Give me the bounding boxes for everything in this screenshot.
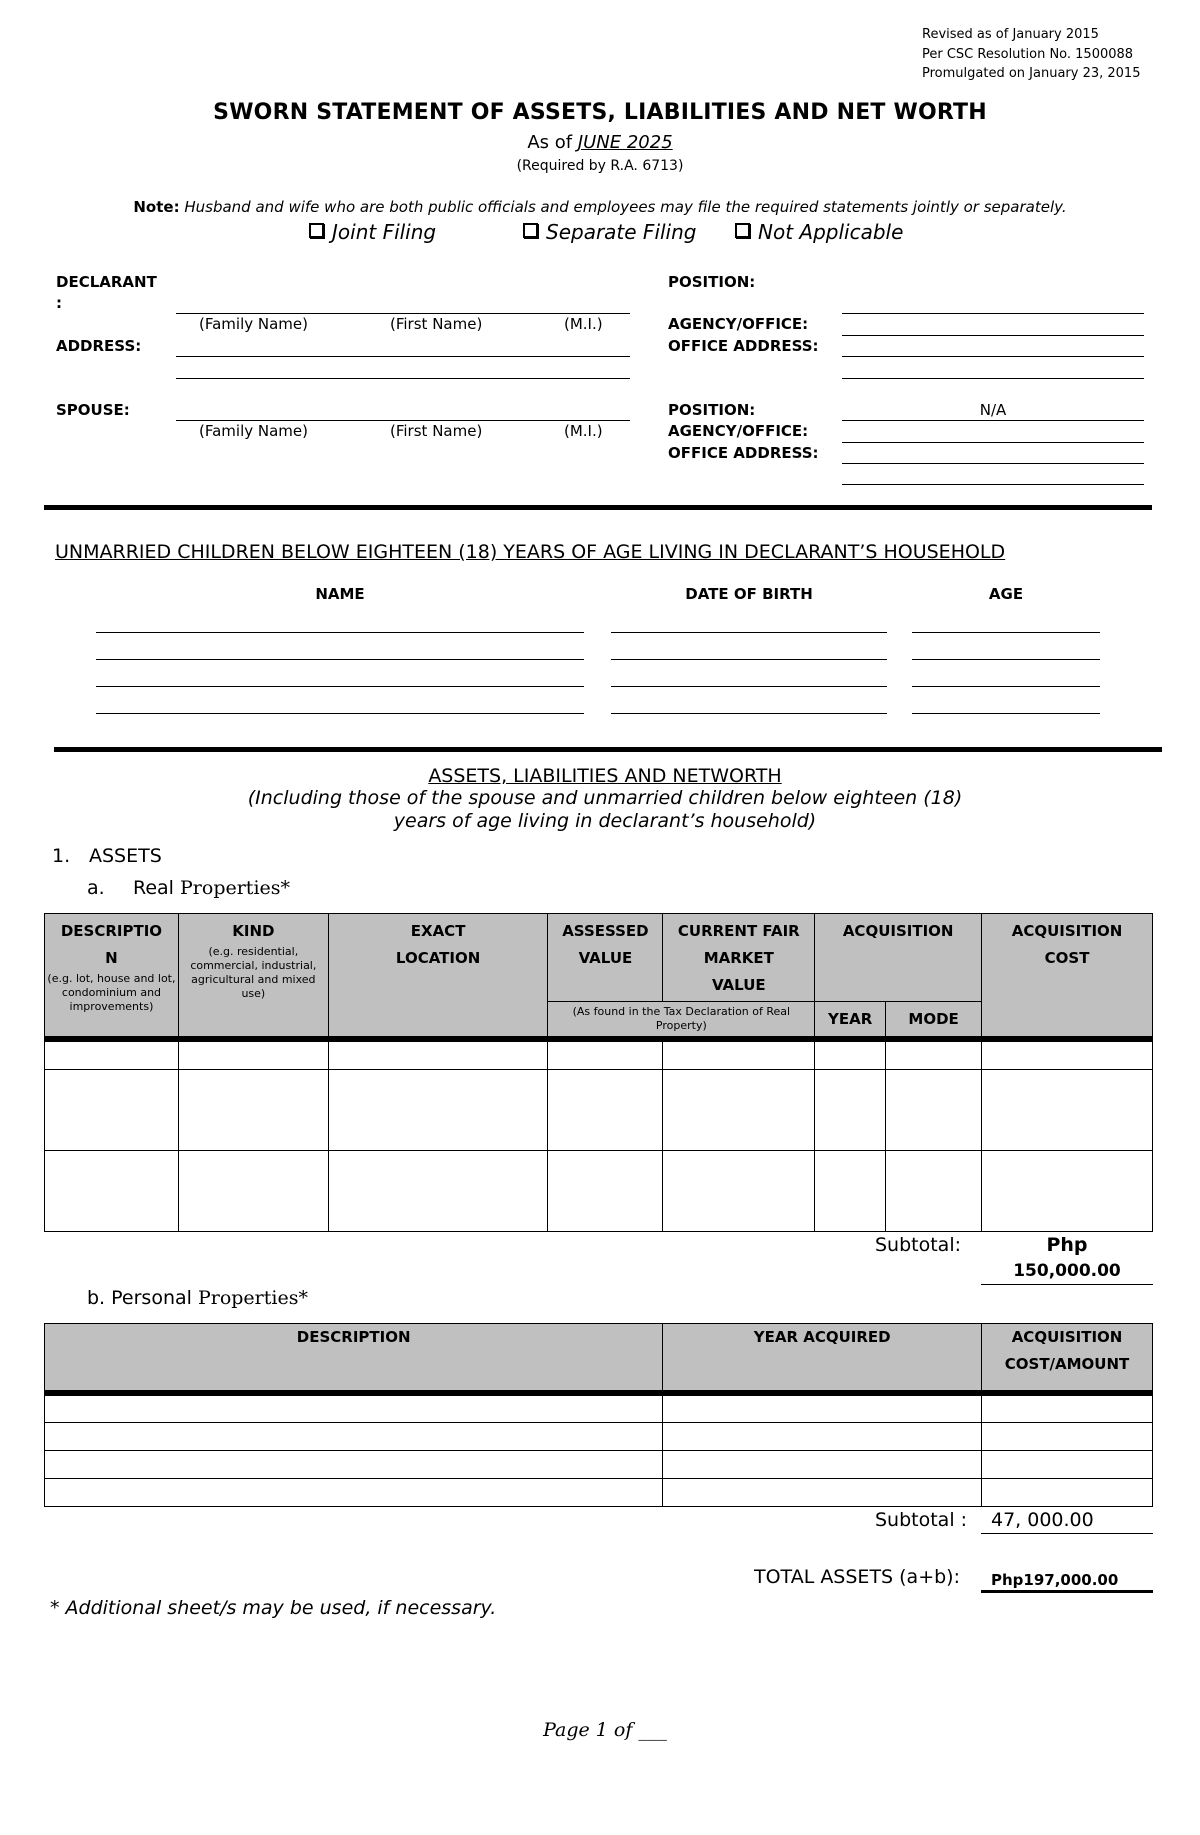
address-label: ADDRESS: [56,337,142,355]
agency-label: AGENCY/OFFICE: [668,315,809,333]
spouse-office-address-label: OFFICE ADDRESS: [668,444,819,462]
real-properties-heading [133,877,290,899]
table-row[interactable] [45,1393,1153,1423]
header-note: (e.g. lot, house and lot, condominium and improvements) [47,972,176,1013]
children-heading: UNMARRIED CHILDREN BELOW EIGHTEEN (18) YEARS OF AGE LIVING IN DECLARANT’S HOUSEHOLD [55,541,1006,563]
table-cell[interactable] [982,1423,1153,1451]
spouse-office-address-line[interactable] [842,484,1144,485]
table-cell[interactable] [548,1070,663,1151]
personal-col-description: DESCRIPTION [45,1324,663,1394]
office-address-line[interactable] [842,378,1144,379]
spouse-position-line[interactable] [842,420,1144,421]
child-dob-line[interactable] [611,686,887,687]
child-age-line[interactable] [912,713,1100,714]
spouse-name-line[interactable] [176,420,630,421]
real-subtotal-underline [981,1284,1153,1285]
table-cell[interactable] [663,1070,815,1151]
alnw-subheading: (Including those of the spouse and unmarried children below eighteen (18) [247,787,963,809]
table-cell[interactable] [815,1070,886,1151]
personal-col-year: YEAR ACQUIRED [663,1324,982,1394]
real-letter: a. [87,877,105,899]
additional-sheets-note: * Additional sheet/s may be used, if necessary. [50,1597,497,1619]
note-label: Note: [133,198,180,216]
header-text: LOCATION [395,949,481,967]
header-text: MARKET [703,949,774,967]
page-number: Page 1 of ___ [543,1719,667,1741]
child-name-line[interactable] [96,713,584,714]
address-line[interactable] [176,356,630,357]
table-cell[interactable] [663,1451,982,1479]
joint-filing-option[interactable] [309,220,436,244]
table-cell[interactable] [982,1039,1153,1070]
table-cell[interactable] [328,1070,548,1151]
spouse-position-label: POSITION: [668,401,756,419]
table-cell[interactable] [982,1479,1153,1507]
total-assets-value: Php197,000.00 [991,1571,1119,1589]
child-name-line[interactable] [96,632,584,633]
table-cell[interactable] [982,1070,1153,1151]
header-text: CURRENT FAIR [677,922,800,940]
as-of-value: JUNE 2025 [577,132,673,153]
children-age-header: AGE [988,585,1024,603]
real-subtotal-label: Subtotal: [875,1234,962,1256]
alnw-subheading: years of age living in declarant’s household) [393,810,817,832]
not-applicable-checkbox[interactable] [735,223,750,238]
joint-filing-label: Joint Filing [332,220,437,244]
child-name-line[interactable] [96,659,584,660]
child-age-line[interactable] [912,632,1100,633]
assets-heading: ASSETS [89,845,162,867]
agency-line[interactable] [842,335,1144,336]
first-name-caption: (First Name) [390,315,483,333]
real-col-description [45,914,179,1040]
revision-note [922,25,1140,84]
not-applicable-option[interactable] [735,220,903,244]
spouse-label: SPOUSE: [56,401,130,419]
child-dob-line[interactable] [611,659,887,660]
children-dob-header: DATE OF BIRTH [685,585,813,603]
header-text: EXACT [410,922,466,940]
spouse-agency-line[interactable] [842,442,1144,443]
header-text: ACQUISITION [1011,922,1123,940]
first-name-caption: (First Name) [390,422,483,440]
header-text: KIND [232,922,275,940]
real-col-cost [982,914,1153,1040]
personal-subtotal-value: 47, 000.00 [991,1509,1094,1531]
table-cell[interactable] [663,1479,982,1507]
table-cell[interactable] [45,1070,179,1151]
table-cell[interactable] [982,1451,1153,1479]
alnw-heading: ASSETS, LIABILITIES AND NETWORTH [428,765,782,787]
header-text: ACQUISITION [842,922,954,940]
table-cell[interactable] [886,1151,982,1232]
assets-number: 1. [52,845,71,867]
table-row[interactable] [45,1479,1153,1507]
table-cell[interactable] [548,1039,663,1070]
family-name-caption: (Family Name) [199,315,308,333]
address-line[interactable] [176,378,630,379]
real-label: Real [133,877,174,899]
mi-caption: (M.I.) [564,315,603,333]
header-text: COST/AMOUNT [1004,1355,1130,1373]
table-row[interactable] [45,1151,1153,1232]
table-cell[interactable] [45,1479,663,1507]
revision-line: Promulgated on January 23, 2015 [922,66,1141,81]
spouse-office-address-line[interactable] [842,463,1144,464]
personal-subtotal-underline [981,1533,1153,1534]
header-note: (e.g. residential, commercial, industrial, agricultural and mixed use) [190,945,317,1000]
separate-filing-checkbox[interactable] [523,223,538,238]
table-cell[interactable] [45,1393,663,1423]
mi-caption: (M.I.) [564,422,603,440]
table-cell[interactable] [45,1151,179,1232]
revision-line: Per CSC Resolution No. 1500088 [922,46,1134,62]
table-cell[interactable] [45,1039,179,1070]
personal-table-header-row [45,1324,1153,1394]
table-cell[interactable] [663,1039,815,1070]
header-text: COST [1044,949,1090,967]
table-cell[interactable] [178,1070,328,1151]
table-cell[interactable] [328,1039,548,1070]
header-text: ASSESSED [562,922,649,940]
as-of-label: As of [527,132,573,153]
position-line[interactable] [842,313,1144,314]
real-col-year: YEAR [815,1002,886,1040]
section-divider [54,747,1162,752]
table-row[interactable] [45,1039,1153,1070]
personal-properties-heading [87,1287,308,1309]
personal-properties-table [44,1323,1153,1507]
properties-label: Properties* [180,877,291,899]
office-address-label: OFFICE ADDRESS: [668,337,819,355]
filing-note [0,198,1200,216]
table-cell[interactable] [886,1039,982,1070]
table-cell[interactable] [663,1423,982,1451]
real-subtotal-currency: Php [1046,1234,1088,1256]
table-cell[interactable] [815,1039,886,1070]
table-cell[interactable] [886,1070,982,1151]
real-col-mode: MODE [886,1002,982,1040]
table-cell[interactable] [45,1423,663,1451]
table-cell[interactable] [982,1151,1153,1232]
family-name-caption: (Family Name) [199,422,308,440]
table-cell[interactable] [663,1151,815,1232]
spouse-agency-label: AGENCY/OFFICE: [668,422,809,440]
children-name-header: NAME [315,585,365,603]
tax-declaration-note: (As found in the Tax Declaration of Real Property) [548,1002,815,1040]
total-assets-label: TOTAL ASSETS (a+b): [754,1566,960,1588]
table-row[interactable] [45,1423,1153,1451]
real-table-header-row [45,914,1153,1002]
child-name-line[interactable] [96,686,584,687]
real-col-kind [178,914,328,1040]
child-dob-line[interactable] [611,632,887,633]
table-cell[interactable] [815,1151,886,1232]
separate-filing-option[interactable] [523,220,696,244]
table-cell[interactable] [548,1151,663,1232]
required-by: (Required by R.A. 6713) [516,158,684,174]
table-cell[interactable] [178,1039,328,1070]
real-properties-table [44,913,1153,1232]
personal-col-cost [982,1324,1153,1394]
table-row[interactable] [45,1070,1153,1151]
table-cell[interactable] [45,1451,663,1479]
properties-label: Properties* [197,1287,308,1309]
revision-line: Revised as of January 2015 [922,27,1099,42]
child-dob-line[interactable] [611,713,887,714]
header-text: DESCRIPTIO [60,922,163,940]
header-text: VALUE [578,949,633,967]
table-row[interactable] [45,1451,1153,1479]
personal-subtotal-label: Subtotal : [875,1509,968,1531]
total-assets-underline [981,1590,1153,1593]
header-text: ACQUISITION [1011,1328,1123,1346]
table-cell[interactable] [982,1393,1153,1423]
separate-filing-label: Separate Filing [546,220,697,244]
table-cell[interactable] [663,1393,982,1423]
declarant-label: DECLARANT [56,273,157,291]
form-title: SWORN STATEMENT OF ASSETS, LIABILITIES AND NET WORTH [213,100,987,125]
child-age-line[interactable] [912,686,1100,687]
spouse-position-value: N/A [979,401,1007,419]
table-cell[interactable] [178,1151,328,1232]
personal-label: b. Personal [87,1287,192,1309]
real-col-acquisition [815,914,982,1002]
position-label: POSITION: [668,273,756,291]
real-col-location [328,914,548,1040]
as-of-line [0,132,1200,153]
office-address-line[interactable] [842,356,1144,357]
real-col-assessed [548,914,663,1002]
not-applicable-label: Not Applicable [758,220,904,244]
table-cell[interactable] [328,1151,548,1232]
real-subtotal-value: 150,000.00 [1013,1261,1121,1281]
joint-filing-checkbox[interactable] [309,223,324,238]
real-col-fair-value [663,914,815,1002]
header-text: N [105,949,118,967]
declarant-colon: : [56,294,62,312]
header-text: VALUE [711,976,766,994]
child-age-line[interactable] [912,659,1100,660]
declarant-name-line[interactable] [176,313,630,314]
section-divider [44,505,1152,510]
note-text: Husband and wife who are both public officials and employees may file the required statements jointly or separately. [184,198,1067,216]
